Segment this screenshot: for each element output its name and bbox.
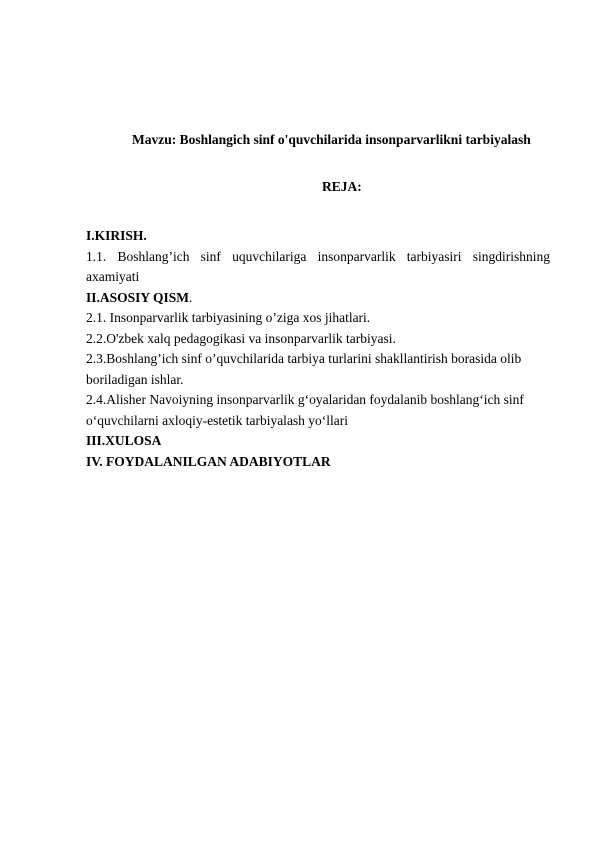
item-2-4-line-1: 2.4.Alisher Navoiyning insonparvarlik g‘oyalaridan foydalanib boshlang‘ich sinf [86,392,524,407]
document-title: Mavzu: Boshlangich sinf o'quvchilarida insonparvarlikni tarbiyalash [132,132,531,147]
item-1-1-line-2: axamiyati [86,269,140,284]
section-asosiy-dot: . [189,289,193,305]
item-2-2: 2.2.O'zbek xalq pedagogikasi va insonparvarlik tarbiyasi. [86,330,396,346]
item-2-3-line-1: 2.3.Boshlang’ich sinf o’quvchilarida tarbiya turlarini shakllantirish borasida olib [86,351,522,366]
section-kirish: I.KIRISH. [86,228,147,243]
plan-list [86,226,550,472]
item-1-1-line-1: 1.1. Boshlang’ich sinf uquvchilariga insonparvarlik tarbiyasiri singdirishning [86,248,550,264]
section-asosiy [86,288,550,309]
section-xulosa: III.XULOSA [86,433,162,448]
item-2-1: 2.1. Insonparvarlik tarbiyasining o’ziga xos jihatlari. [86,310,371,325]
item-2-4-line-2: o‘quvchilarni axloqiy-estetik tarbiyalash yo‘llari [86,412,349,428]
item-2-3-line-2: boriladigan ishlar. [86,371,184,387]
plan-heading: REJA: [322,179,362,194]
section-asosiy-label: II.ASOSIY QISM [86,289,190,305]
section-adabiyotlar: IV. FOYDALANILGAN ADABIYOTLAR [86,453,331,469]
